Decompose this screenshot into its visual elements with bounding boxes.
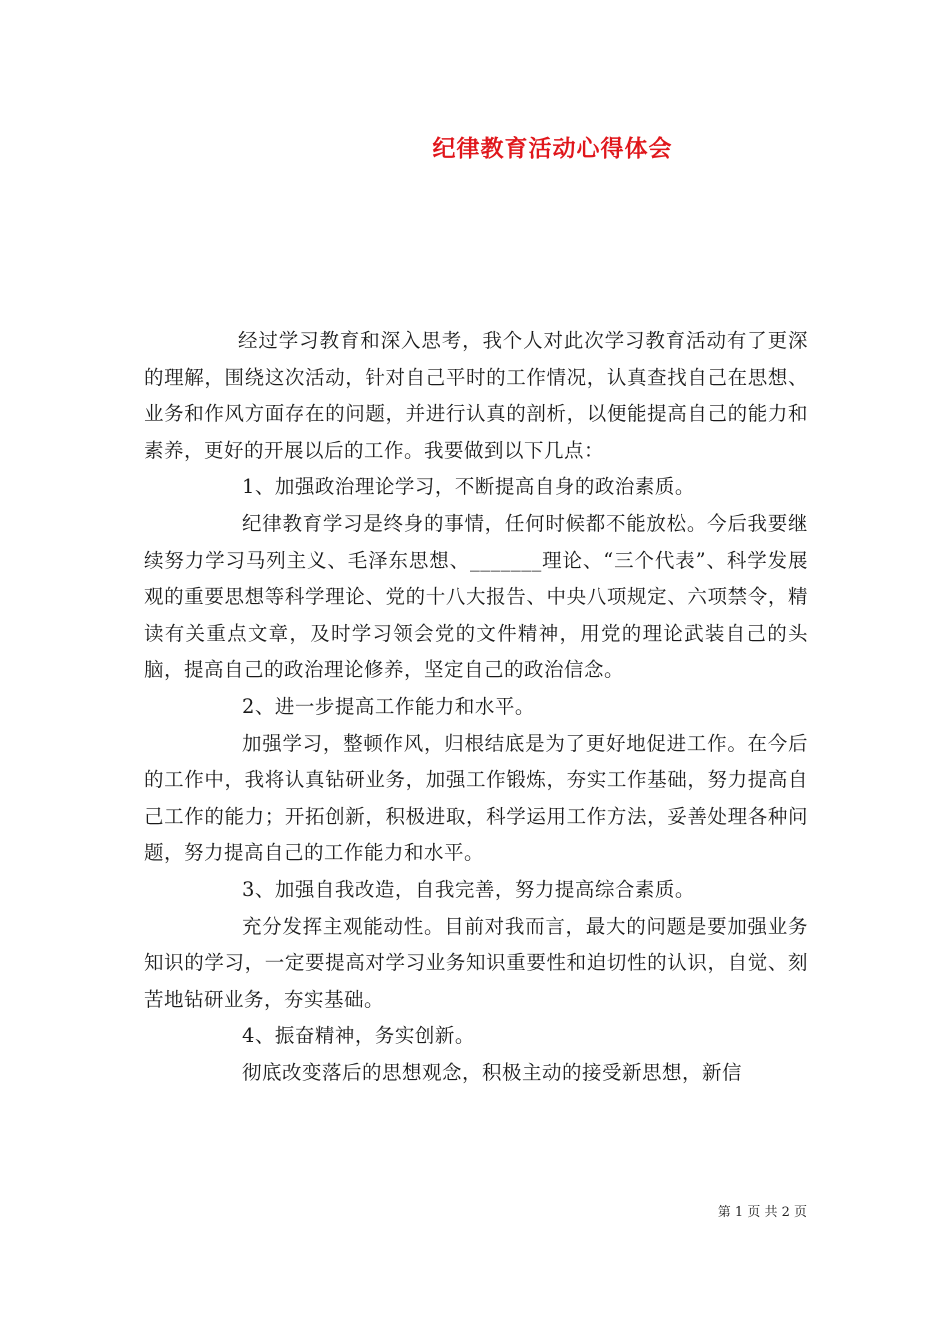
body-paragraph-intro: 经过学习教育和深入思考，我个人对此次学习教育活动有了更深的理解，围绕这次活动，针对自己平时的工作情况，认真查找自己在思想、业务和作风方面存在的问题，并进行认真的剖析，以便能提高自己的能力和素养，更好的开展以后的工作。我要做到以下几点：	[144, 329, 808, 462]
page-number-footer: 第 1 页 共 2 页	[717, 1205, 807, 1220]
section-heading-4: 4、振奋精神，务实创新。	[242, 1024, 475, 1048]
section-heading-2: 2、进一步提高工作能力和水平。	[242, 694, 535, 718]
body-paragraph-3: 充分发挥主观能动性。目前对我而言，最大的问题是要加强业务知识的学习，一定要提高对学习业务知识重要性和迫切性的认识，自觉、刻苦地钻研业务，夯实基础。	[144, 914, 808, 1011]
document-title: 纪律教育活动心得体会	[432, 135, 673, 162]
body-paragraph-2: 加强学习，整顿作风，归根结底是为了更好地促进工作。在今后的工作中，我将认真钻研业务，加强工作锻炼，夯实工作基础，努力提高自己工作的能力；开拓创新，积极进取，科学运用工作方法，妥善处理各种问题，努力提高自己的工作能力和水平。	[144, 731, 808, 865]
document-body	[144, 323, 808, 1091]
body-paragraph-1: 纪律教育学习是终身的事情，任何时候都不能放松。今后我要继续努力学习马列主义、毛泽东思想、_______理论、“三个代表”、科学发展观的重要思想等科学理论、党的十八大报告、中央八项规定、六项禁令，精读有关重点文章，及时学习领会党的文件精神，用党的理论武装自己的头脑，提高自己的政治理论修养，坚定自己的政治信念。	[144, 511, 808, 682]
section-heading-3: 3、加强自我改造，自我完善，努力提高综合素质。	[242, 877, 695, 901]
section-heading-1: 1、加强政治理论学习，不断提高自身的政治素质。	[242, 475, 695, 499]
body-paragraph-4: 彻底改变落后的思想观念，积极主动的接受新思想，新信	[242, 1060, 743, 1084]
